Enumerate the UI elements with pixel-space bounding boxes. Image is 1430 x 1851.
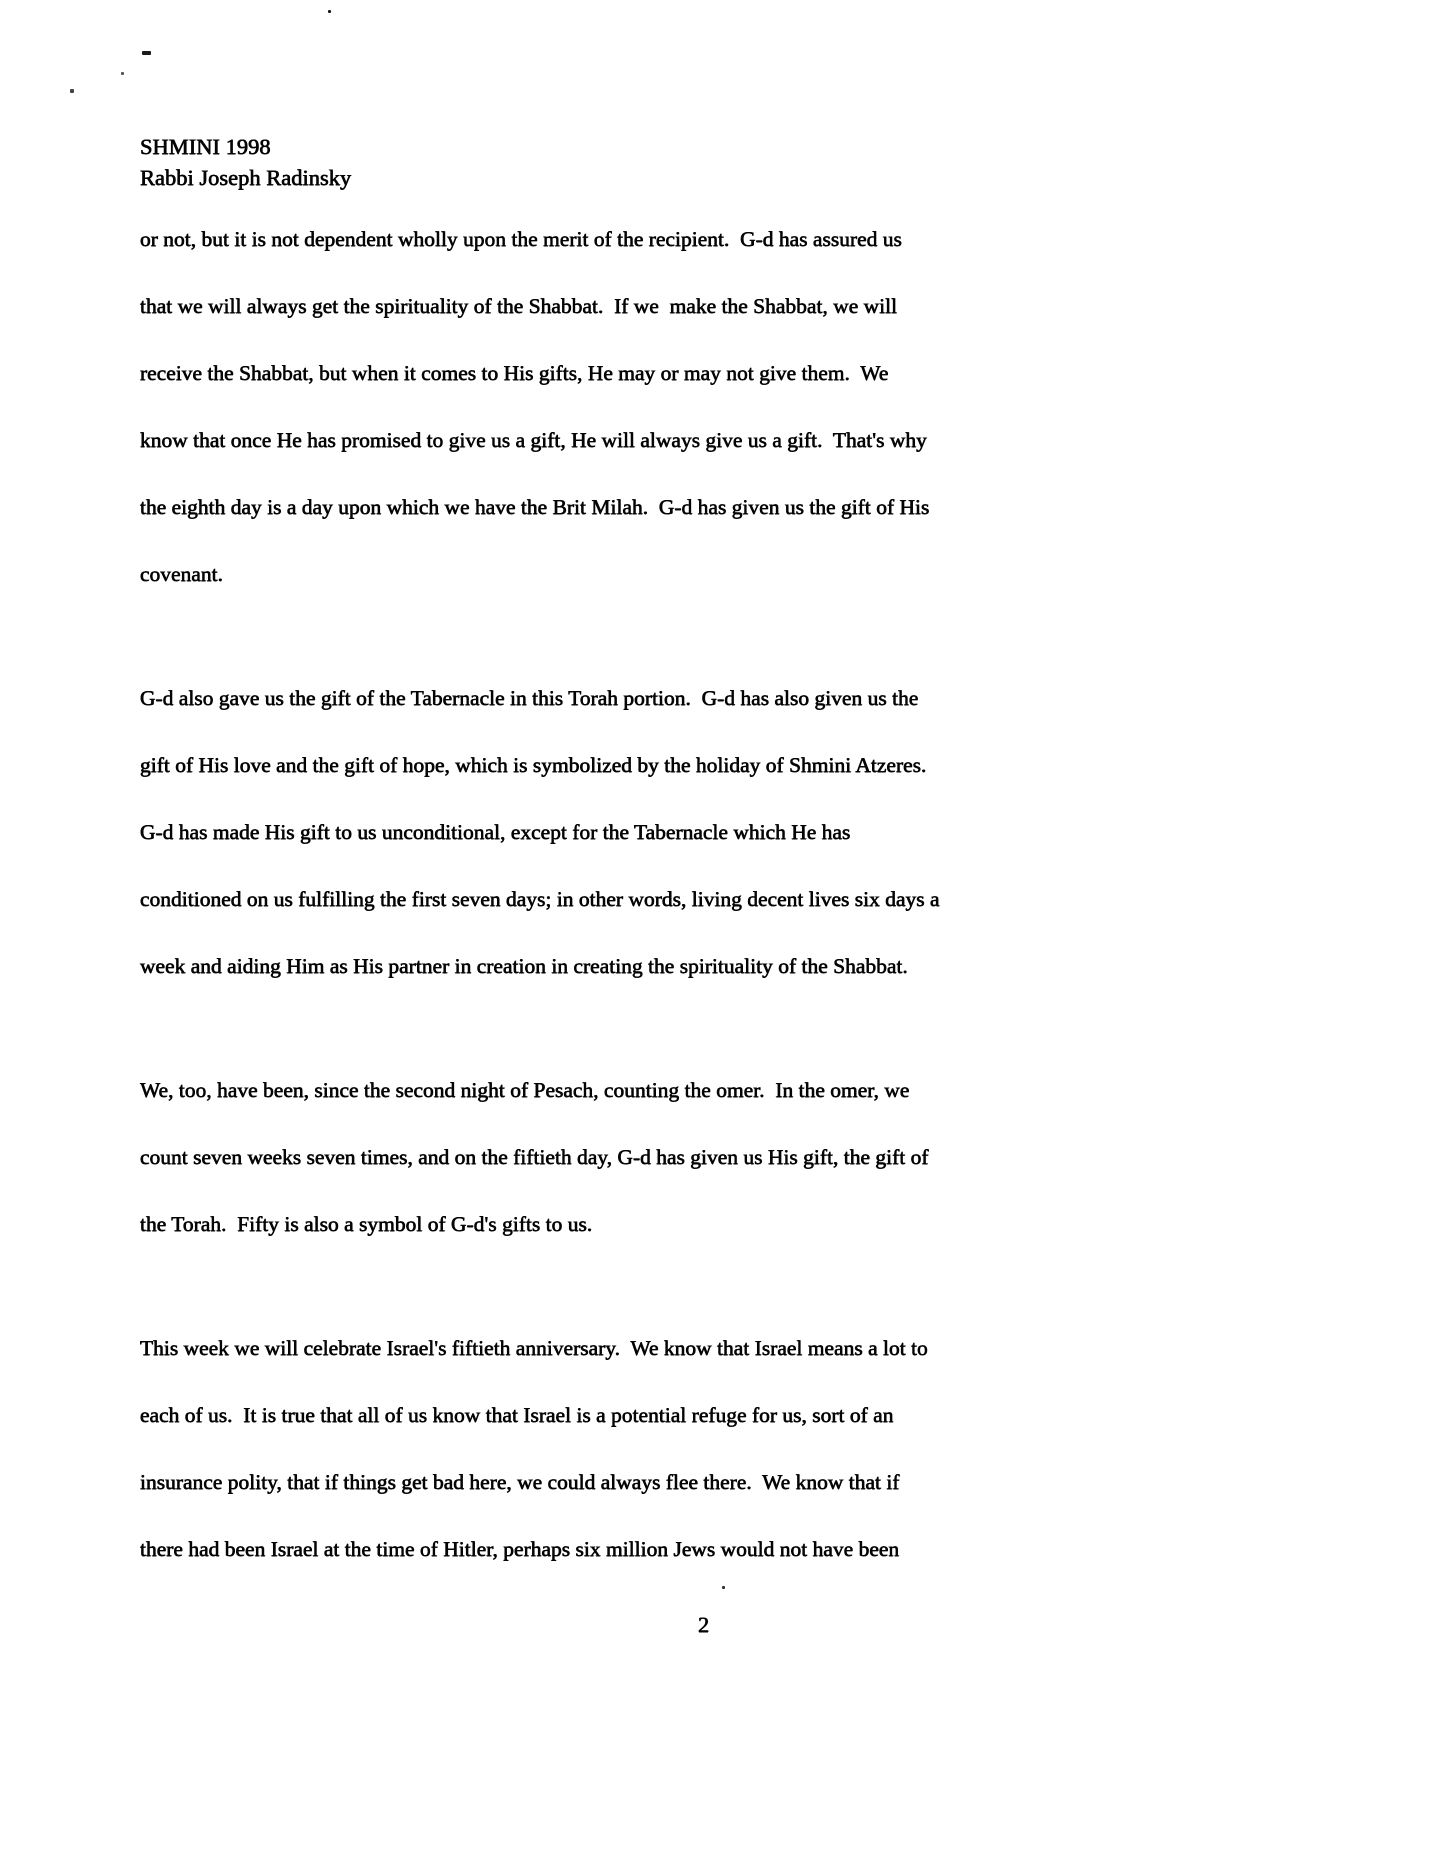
text-line: insurance polity, that if things get bad here, we could always flee there. We know that if — [140, 1470, 900, 1494]
text-line: G-d also gave us the gift of the Tabernacle in this Torah portion. G-d has also given us the — [140, 686, 919, 710]
text-line: This week we will celebrate Israel's fiftieth anniversary. We know that Israel means a lot to — [140, 1336, 928, 1360]
document-header — [140, 131, 351, 193]
text-line: count seven weeks seven times, and on the fiftieth day, G-d has given us His gift, the gift of — [140, 1145, 929, 1169]
text-line: know that once He has promised to give us a gift, He will always give us a gift. That's why — [140, 428, 927, 452]
text-line: receive the Shabbat, but when it comes to His gifts, He may or may not give them. We — [140, 361, 889, 385]
text-line: that we will always get the spirituality of the Shabbat. If we make the Shabbat, we will — [140, 294, 898, 318]
text-line: conditioned on us fulfilling the first seven days; in other words, living decent lives six days a — [140, 887, 940, 911]
text-line: the eighth day is a day upon which we have the Brit Milah. G-d has given us the gift of His — [140, 495, 930, 519]
paragraph — [140, 1057, 1200, 1258]
text-line: the Torah. Fifty is also a symbol of G-d's gifts to us. — [140, 1212, 593, 1236]
text-line: gift of His love and the gift of hope, which is symbolized by the holiday of Shmini Atzeres. — [140, 753, 927, 777]
scan-speck — [121, 72, 124, 75]
text-line: covenant. — [140, 562, 223, 586]
text-line: G-d has made His gift to us unconditional, except for the Tabernacle which He has — [140, 820, 851, 844]
paragraph — [140, 1315, 1200, 1583]
document-body — [140, 206, 1200, 1640]
scan-speck — [70, 89, 74, 93]
scan-speck — [328, 10, 331, 13]
document-title: SHMINI 1998 — [140, 134, 271, 159]
paragraph — [140, 665, 1200, 1000]
document-author: Rabbi Joseph Radinsky — [140, 165, 352, 190]
scan-speck — [142, 51, 151, 55]
text-line: each of us. It is true that all of us know that Israel is a potential refuge for us, sort of an — [140, 1403, 894, 1427]
text-line: week and aiding Him as His partner in creation in creating the spirituality of the Shabbat. — [140, 954, 908, 978]
paragraph — [140, 206, 1200, 608]
text-line: or not, but it is not dependent wholly upon the merit of the recipient. G-d has assured us — [140, 227, 902, 251]
page-number: 2 — [698, 1612, 710, 1637]
text-line: there had been Israel at the time of Hitler, perhaps six million Jews would not have been — [140, 1537, 900, 1561]
text-line: We, too, have been, since the second night of Pesach, counting the omer. In the omer, we — [140, 1078, 910, 1102]
